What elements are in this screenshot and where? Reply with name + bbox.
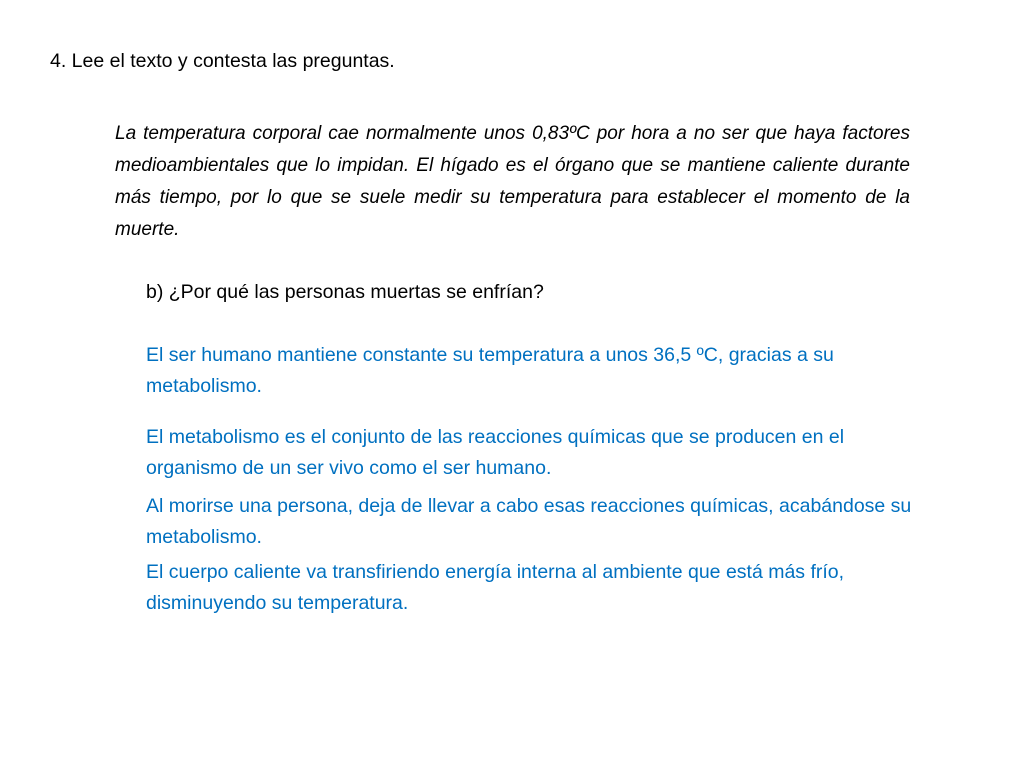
question-title: 4. Lee el texto y contesta las preguntas. [50,50,395,72]
answer-paragraph: El ser humano mantiene constante su temperatura a unos 36,5 ºC, gracias a su metabolismo. [146,344,834,397]
answer-paragraph: El cuerpo caliente va transfiriendo energía interna al ambiente que está más frío, disminuyendo su temperatura. [146,561,845,614]
sub-question-b: b) ¿Por qué las personas muertas se enfrían? [146,281,544,303]
reading-passage: La temperatura corporal cae normalmente unos 0,83ºC por hora a no ser que haya factores medioambientales que lo impidan. El hígado es el órgano que se mantiene caliente durante más tiempo, por lo que se suele medir su temperatura para establecer el momento de la muerte. [115,123,910,240]
answer-paragraph: Al morirse una persona, deja de llevar a cabo esas reacciones químicas, acabándose su metabolismo. [146,495,912,548]
answer-paragraph: El metabolismo es el conjunto de las reacciones químicas que se producen en el organismo de un ser vivo como el ser humano. [146,426,845,479]
